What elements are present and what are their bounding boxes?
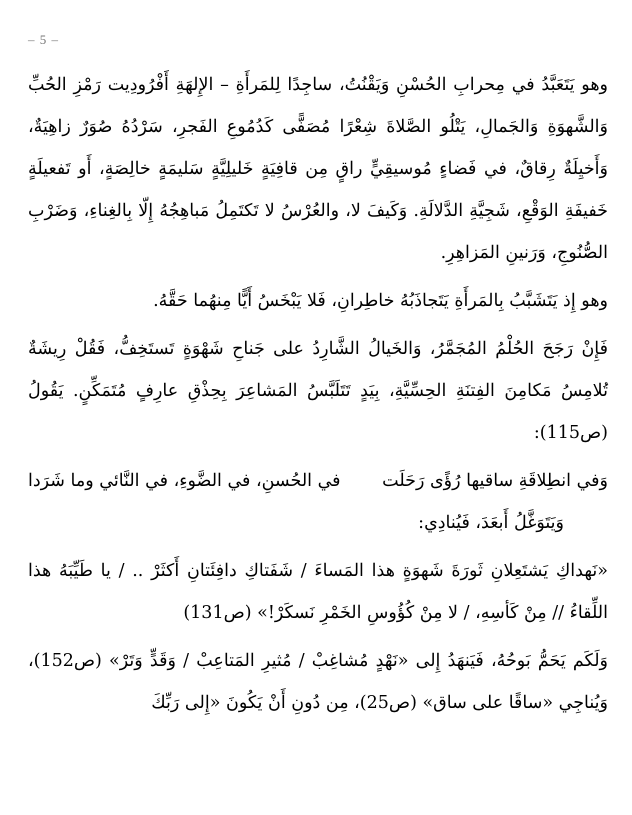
verse-continuation: وَيَتَوَغَّلُ أَبعَدَ، فَيُنادِي: <box>418 513 564 533</box>
verse-hemistich-first: وَفي انطِلاقَةِ ساقيها رُؤًى رَحَلَت <box>382 471 608 491</box>
paragraph-2: وهو إِذ يَتَشَبَّبُ بِالمَرأَةِ يَتَجاذَبُهُ خاطِرانِ، فَلا يَبْخَسُ أَيًّا مِنهُما حَقَّهُ. <box>153 291 608 311</box>
paragraph-3: فَإِنْ رَجَحَ الحُلْمُ المُجَمَّرُ، وَالخَيالُ الشَّارِدُ على جَناحِ شَهْوَةٍ تَستَخِفُّ، فَقُلْ رِيشَةٌ تُلامِسُ مَكامِنَ الفِتنَةِ الحِسِّيَّةِ، بِيَدٍ تَتَلَبَّسُ المَشاعِرَ بِحِذْقِ عارِفٍ مُتَمَكِّنٍ. يَقُولُ (ص115): <box>28 339 608 443</box>
page-number: – 5 – <box>28 32 59 47</box>
paragraph-1: وهو يَتَعَبَّدُ في مِحرابِ الحُسْنِ وَيَقْنُتُ، ساجِدًا لِلمَرأَةِ – الإِلهَةِ أَفْرُودِيت رَمْزِ الحُبِّ وَالشَّهوَةِ وَالجَمالِ، يَتْلُو الصَّلاةَ شِعْرًا مُصَفًّى كَدُمُوعِ الفَجرِ، سَرْدُهُ صُوَرٌ زاهِيَةٌ، وَأَخيِلَةٌ رِقاقٌ، في فَضاءٍ مُوسيقِيٍّ راقٍ مِن قافِيَةٍ خَليلِيَّةٍ سَليمَةٍ خالِصَةٍ، أَو تَفعيلَةٍ خَفيفَةِ الوَقْعِ، شَجِيَّةِ الدَّلالَةِ. وَكَيفَ لا، والعُرْسُ لا تَكتَمِلُ مَباهِجُهُ إِلّا بِالغِناءِ، وَضَرْبِ الصُّنُوجِ، وَرَنينِ المَزاهِرِ. <box>28 75 608 263</box>
verse-hemistich-second: في الحُسنِ، في الضَّوءِ، في النَّائي وما شَرَدا <box>28 471 341 491</box>
quote-paragraph-1: «نَهداكِ يَشتَعِلانِ ثَورَةَ شَهوَةٍ هذا المَساءَ / شَفَتاكِ دافِئَتانِ أَكثَرْ .. / يا طَيِّبَهُ هذا اللِّقاءُ // مِنْ كَأسِهِ، / لا مِنْ كُؤُوسِ الخَمْرِ نَسكَرْ!» (ص131) <box>28 561 608 623</box>
document-body <box>28 64 608 724</box>
quote-paragraph-2: وَلَكَم يَحَمُّ بَوحُهُ، فَيَنهَدُ إِلى «نَهْدٍ مُشاغِبْ / مُثيرِ المَتاعِبْ / وَقَدٍّ وَتَرْ» (ص152)، وَيُناجِي «ساقًا على ساق» (ص25)، مِن دُونِ أَنْ يَكُونَ «إِلى رَبِّكَ <box>28 651 608 713</box>
poem-verse <box>28 460 608 502</box>
